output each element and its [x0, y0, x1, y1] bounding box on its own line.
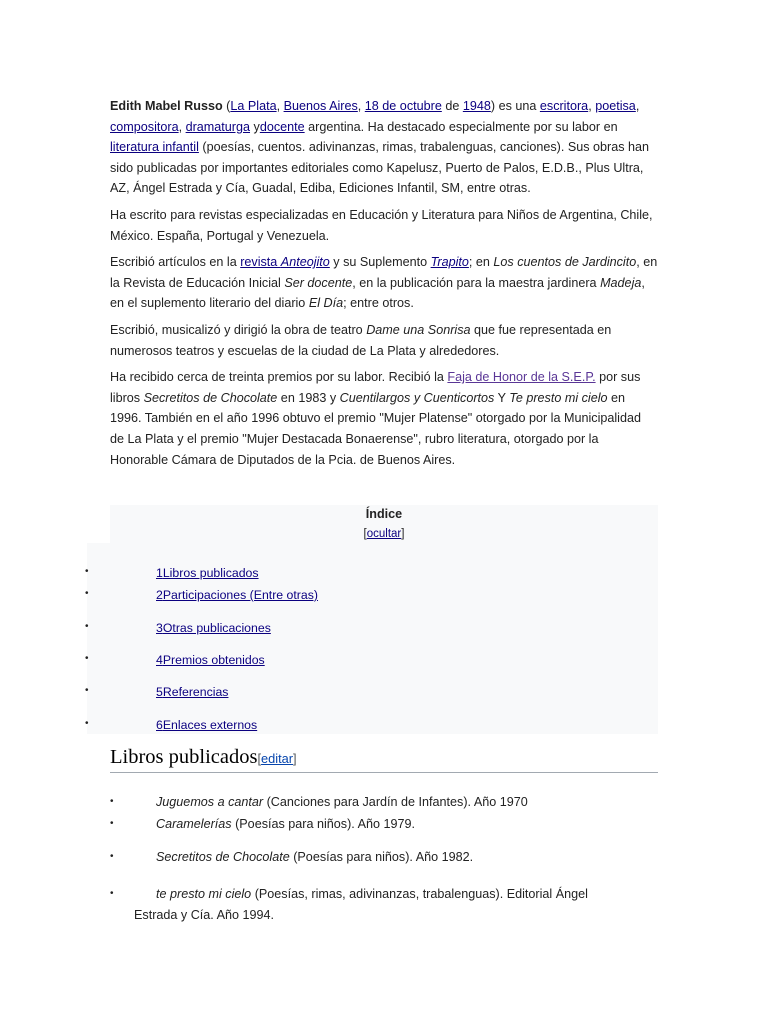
- link-birth-date[interactable]: 18 de octubre: [364, 99, 442, 113]
- list-item: • Juguemos a cantar (Canciones para Jardín de Infantes). Año 1970: [110, 792, 658, 813]
- list-item: • Caramelerías (Poesías para niños). Año 1979.: [110, 814, 658, 835]
- toc-link-premios[interactable]: 4Premios obtenidos: [156, 653, 265, 667]
- toc-link-otras-publicaciones[interactable]: 3Otras publicaciones: [156, 621, 271, 635]
- article-body: [110, 96, 658, 476]
- list-item: • te presto mi cielo (Poesías, rimas, adivinanzas, trabalenguas). Editorial Ángel Estrada y Cía. Año 1994.: [110, 884, 658, 925]
- toc-link-libros-publicados[interactable]: 1Libros publicados: [156, 566, 259, 580]
- section-title: Libros publicados: [110, 746, 258, 768]
- toc-hide-link[interactable]: ocultar: [366, 528, 402, 540]
- bullet-icon: •: [85, 566, 89, 577]
- awards-paragraph: Ha recibido cerca de treinta premios por su labor. Recibió la Faja de Honor de la S.E.P. por sus libros Secretitos de Chocolate en 1983 y Cuentilargos y Cuenticortos Y Te presto mi cielo en 1996. También en el año 1996 obtuvo el premio "Mujer Platense" otorgado por la Municipalidad de La Plata y el premio "Mujer Destacada Bonaerense", rubro literatura, otorgado por la Honorable Cámara de Diputados de la Pcia. de Buenos Aires.: [110, 370, 641, 467]
- bullet-icon: •: [85, 588, 89, 599]
- bullet-icon: •: [85, 685, 89, 696]
- link-revista-anteojito[interactable]: revista Anteojito: [240, 255, 330, 270]
- link-escritora[interactable]: escritora: [539, 99, 589, 113]
- bullet-icon: •: [85, 718, 89, 729]
- link-la-plata[interactable]: La Plata: [230, 99, 277, 113]
- articles-paragraph: Escribió artículos en la revista Anteojito y su Suplemento Trapito; en Los cuentos de Jardincito, en la Revista de Educación Inicial Ser docente, en la publicación para la maestra jardinera Madeja, en el suplemento literario del diario El Día; entre otros.: [110, 255, 658, 311]
- toc-link-referencias[interactable]: 5Referencias: [156, 685, 229, 699]
- link-dramaturga[interactable]: dramaturga: [185, 119, 251, 134]
- section-edit: [editar]: [257, 751, 297, 766]
- toc-toggle: [ocultar]: [363, 528, 405, 540]
- toc-title: Índice: [365, 507, 403, 521]
- table-of-contents: [110, 505, 658, 543]
- section-heading: [110, 746, 658, 773]
- toc-link-participaciones[interactable]: 2Participaciones (Entre otras): [156, 588, 318, 602]
- link-trapito[interactable]: Trapito: [430, 255, 469, 270]
- magazines-paragraph: Ha escrito para revistas especializadas en Educación y Literatura para Niños de Argentina, Chile, México. España, Portugal y Venezuela.: [110, 207, 653, 243]
- toc-link-enlaces-externos[interactable]: 6Enlaces externos: [156, 718, 258, 732]
- link-buenos-aires[interactable]: Buenos Aires: [283, 99, 358, 113]
- book-title: te presto mi cielo: [156, 887, 252, 901]
- link-poetisa[interactable]: poetisa: [595, 99, 636, 113]
- bullet-icon: •: [85, 653, 89, 664]
- bullet-icon: •: [110, 818, 114, 829]
- bullet-icon: •: [85, 621, 89, 632]
- link-faja-de-honor[interactable]: Faja de Honor de la S.E.P.: [447, 370, 596, 385]
- link-birth-year[interactable]: 1948: [462, 99, 491, 113]
- bullet-icon: •: [110, 888, 114, 899]
- link-docente[interactable]: docente: [259, 119, 305, 134]
- intro-paragraph: Edith Mabel Russo (La Plata, Buenos Aires, 18 de octubre de 1948) es una escritora, poetisa, compositora, dramaturga ydocente argentina. Ha destacado especialmente por su labor en literatura infantil (poesías, cuentos. adivinanzas, rimas, trabalenguas, canciones). Sus obras han sido publicadas por importantes editoriales como Kapelusz, Puerto de Palos, E.D.B., Plus Ultra, AZ, Ángel Estrada y Cía, Guadal, Ediba, Ediciones Infantil, SM, entre otras.: [110, 99, 650, 196]
- bullet-icon: •: [110, 851, 114, 862]
- edit-section-link[interactable]: editar: [261, 751, 294, 766]
- theatre-paragraph: Escribió, musicalizó y dirigió la obra de teatro Dame una Sonrisa que fue representada en numerosos teatros y escuelas de la ciudad de La Plata y alrededores.: [110, 322, 612, 358]
- subject-name: Edith Mabel Russo: [110, 99, 223, 113]
- link-literatura-infantil[interactable]: literatura infantil: [110, 140, 199, 155]
- book-title: Caramelerías: [156, 817, 232, 831]
- bullet-icon: •: [110, 796, 114, 807]
- book-title: Juguemos a cantar: [156, 795, 264, 809]
- book-title: Secretitos de Chocolate: [156, 850, 290, 864]
- link-compositora[interactable]: compositora: [110, 119, 179, 134]
- list-item: • Secretitos de Chocolate (Poesías para niños). Año 1982.: [110, 847, 658, 868]
